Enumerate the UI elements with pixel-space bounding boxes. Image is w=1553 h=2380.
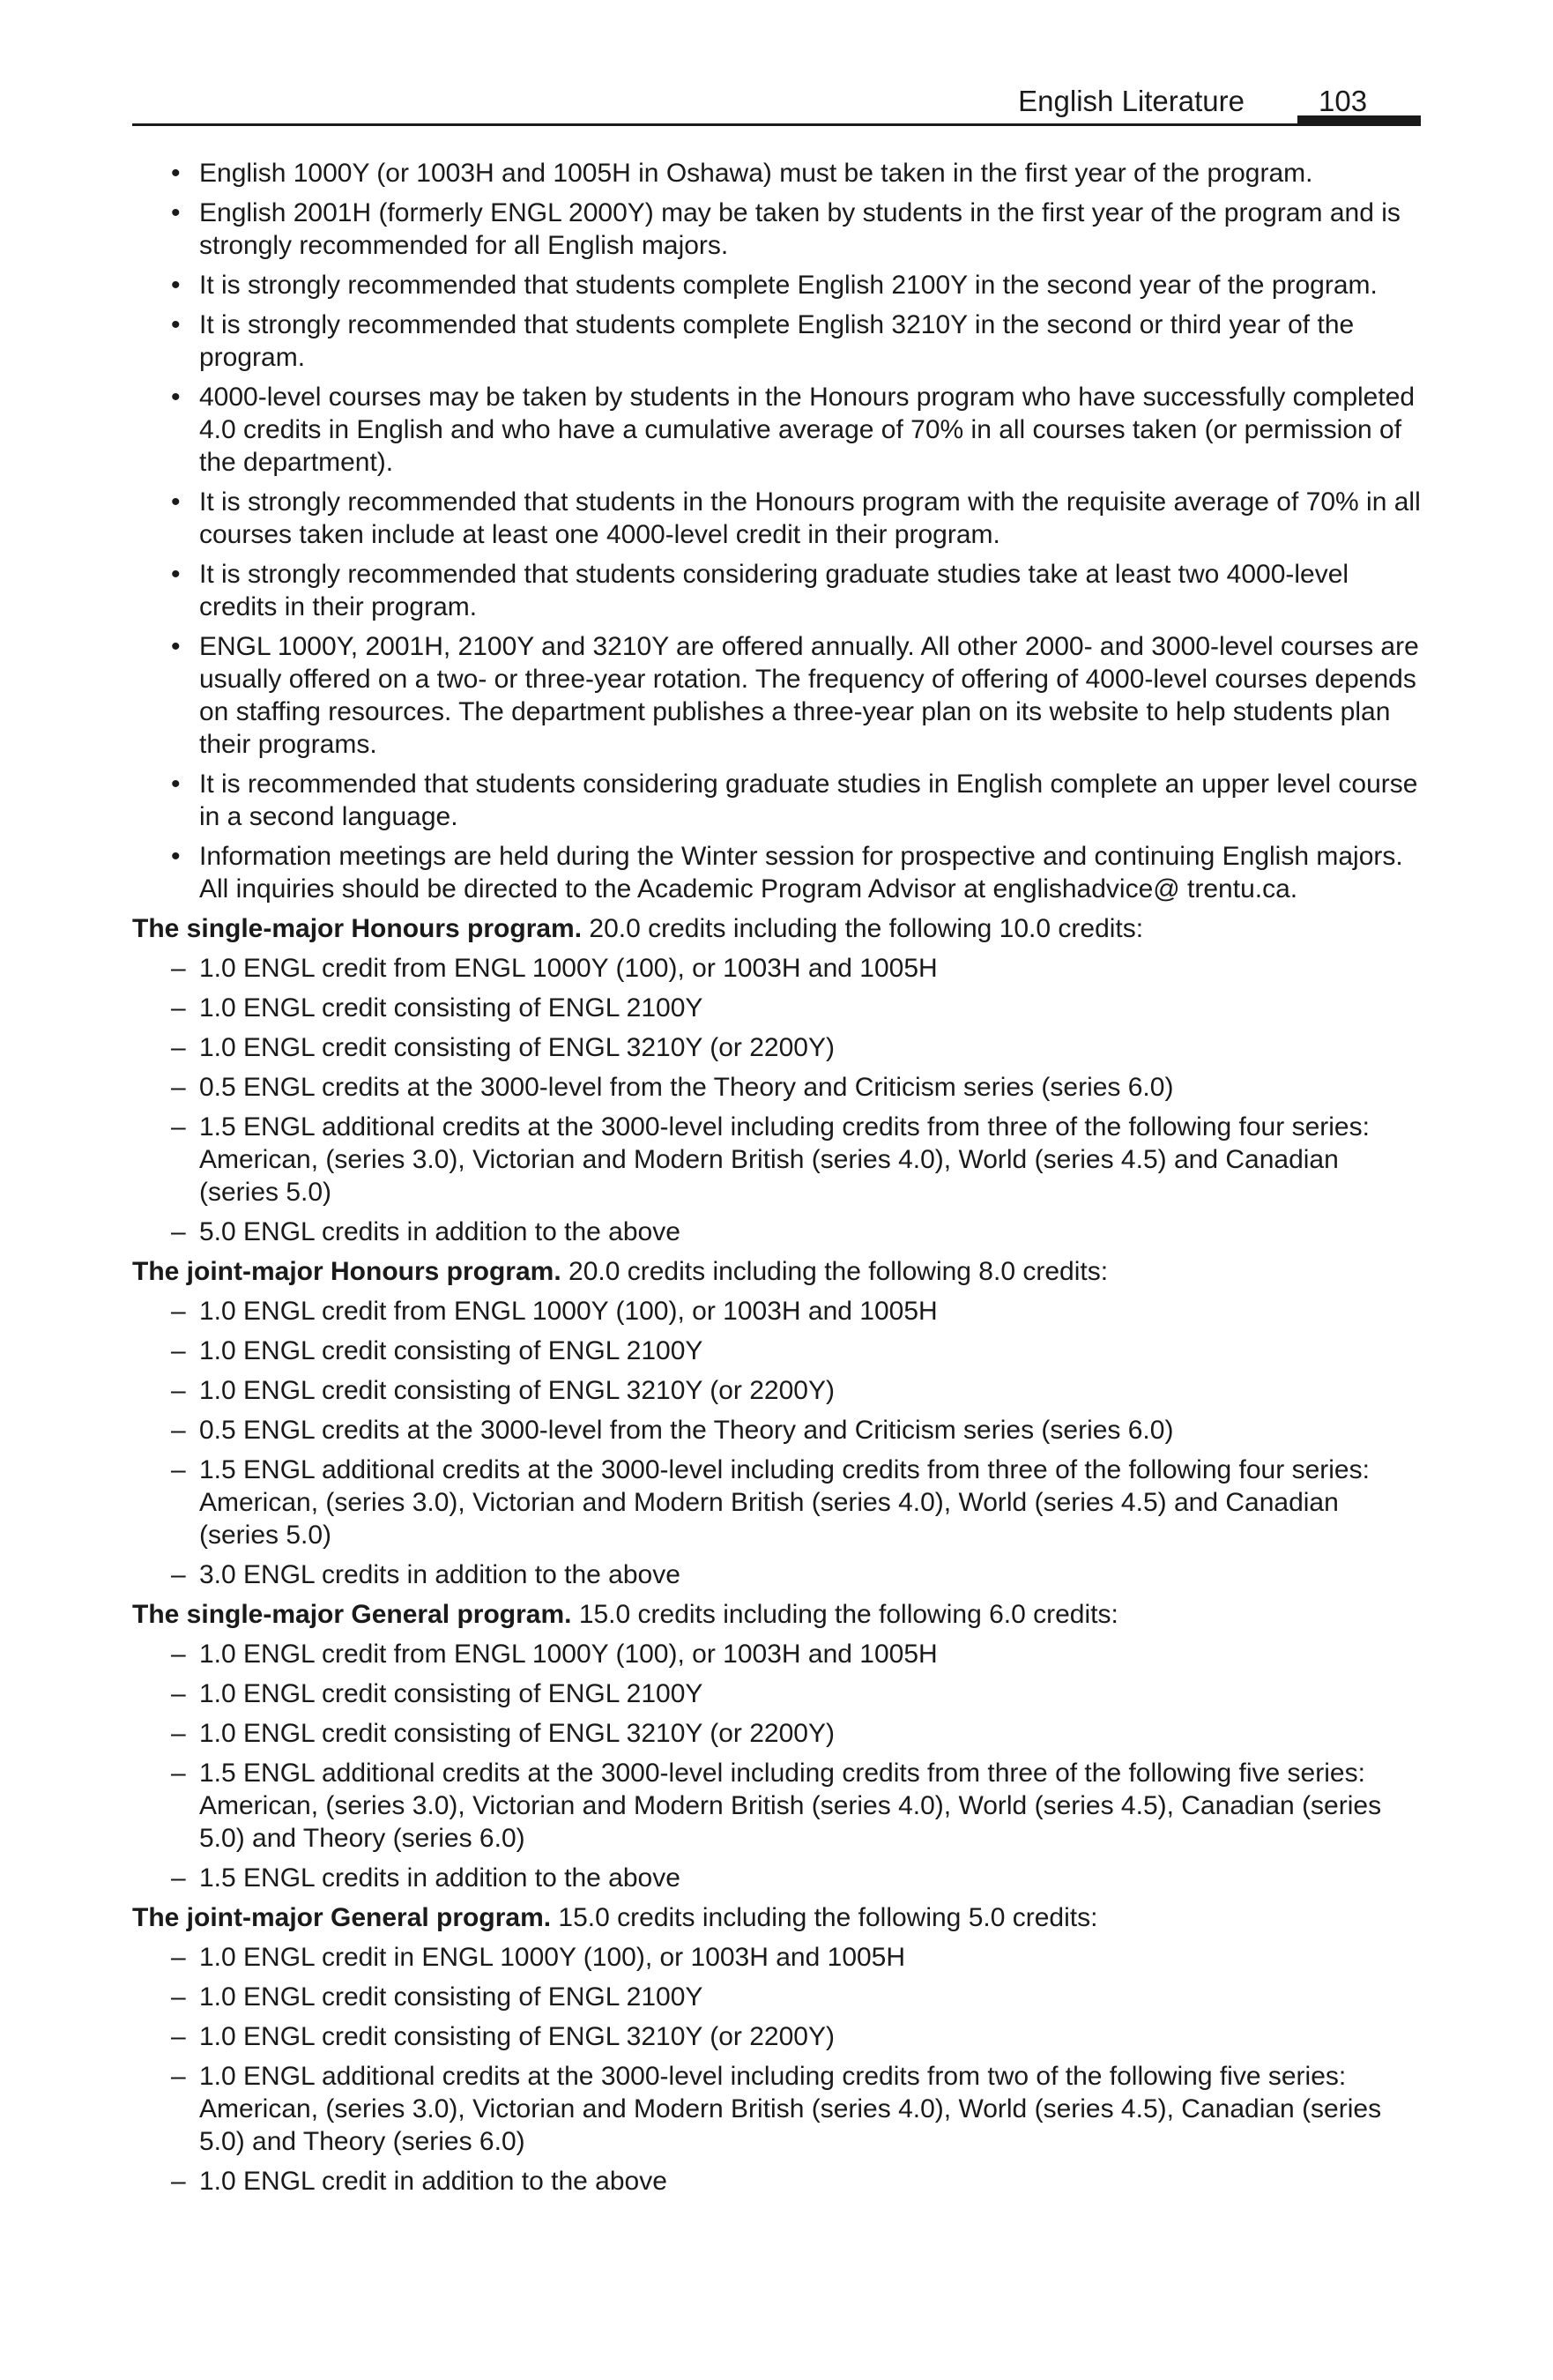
note-item: • It is recommended that students considering graduate studies in English complete an upper level course in a second language. (132, 768, 1421, 833)
note-item: • It is strongly recommended that students considering graduate studies take at least two 4000-level credits in their program. (132, 558, 1421, 623)
requirement-item: – 1.5 ENGL credits in addition to the above (132, 1862, 1421, 1894)
note-item: • ENGL 1000Y, 2001H, 2100Y and 3210Y are offered annually. All other 2000- and 3000-level courses are usually offered on a two- or three-year rotation. The frequency of offering of 4000-level courses depends on staffing resources. The department publishes a three-year plan on its website to help students plan their programs. (132, 630, 1421, 761)
requirements-list (132, 1941, 1421, 2198)
program-name: The single-major Honours program. (132, 914, 583, 943)
requirement-item: – 3.0 ENGL credits in addition to the above (132, 1558, 1421, 1591)
program-heading (132, 912, 1421, 945)
requirement-item: – 1.5 ENGL additional credits at the 3000-level including credits from three of the following four series: American, (series 3.0), Victorian and Modern British (series 4.0), World (series 4.5) and Canadian (series 5.0) (132, 1454, 1421, 1551)
program-summary: 20.0 credits including the following 8.0 credits: (568, 1257, 1109, 1286)
page-number-box (1297, 81, 1421, 123)
program-joint-major-general (132, 1901, 1421, 2198)
requirement-item: – 1.0 ENGL credit consisting of ENGL 2100Y (132, 1677, 1421, 1710)
requirement-item: – 1.0 ENGL additional credits at the 3000-level including credits from two of the following five series: American, (series 3.0), Victorian and Modern British (series 4.0), World (series 4.5), Canadian (series 5.0) and Theory (series 6.0) (132, 2060, 1421, 2158)
requirement-item: – 0.5 ENGL credits at the 3000-level from the Theory and Criticism series (series 6.0) (132, 1071, 1421, 1104)
note-item: • It is strongly recommended that students complete English 3210Y in the second or third year of the program. (132, 309, 1421, 374)
requirement-item: – 1.0 ENGL credit in ENGL 1000Y (100), or 1003H and 1005H (132, 1941, 1421, 1974)
program-summary: 20.0 credits including the following 10.0 credits: (589, 914, 1144, 943)
requirement-item: – 1.0 ENGL credit consisting of ENGL 3210Y (or 2200Y) (132, 2020, 1421, 2053)
program-single-major-general (132, 1598, 1421, 1894)
note-item: • It is strongly recommended that students in the Honours program with the requisite average of 70% in all courses taken include at least one 4000-level credit in their program. (132, 486, 1421, 551)
program-heading (132, 1598, 1421, 1631)
requirement-item: – 5.0 ENGL credits in addition to the above (132, 1216, 1421, 1248)
requirement-item: – 1.0 ENGL credit in addition to the above (132, 2165, 1421, 2198)
requirement-item: – 1.0 ENGL credit from ENGL 1000Y (100), or 1003H and 1005H (132, 952, 1421, 985)
running-header (132, 81, 1421, 126)
program-joint-major-honours (132, 1255, 1421, 1591)
page-content (132, 157, 1421, 2205)
program-summary: 15.0 credits including the following 5.0 credits: (558, 1903, 1098, 1932)
section-title: English Literature (1018, 85, 1245, 117)
note-item: • English 2001H (formerly ENGL 2000Y) may be taken by students in the first year of the program and is strongly recommended for all English majors. (132, 197, 1421, 262)
requirements-list (132, 952, 1421, 1248)
program-name: The joint-major General program. (132, 1903, 552, 1932)
requirement-item: – 1.0 ENGL credit consisting of ENGL 3210Y (or 2200Y) (132, 1717, 1421, 1750)
requirement-item: – 1.0 ENGL credit consisting of ENGL 2100Y (132, 1335, 1421, 1367)
requirement-item: – 1.0 ENGL credit consisting of ENGL 3210Y (or 2200Y) (132, 1374, 1421, 1407)
document-page (132, 0, 1421, 2380)
requirement-item: – 1.0 ENGL credit consisting of ENGL 3210Y (or 2200Y) (132, 1031, 1421, 1064)
requirement-item: – 1.0 ENGL credit from ENGL 1000Y (100), or 1003H and 1005H (132, 1638, 1421, 1670)
note-item: • 4000-level courses may be taken by students in the Honours program who have successfully completed 4.0 credits in English and who have a cumulative average of 70% in all courses taken (or permission of the department). (132, 381, 1421, 479)
requirement-item: – 1.0 ENGL credit from ENGL 1000Y (100), or 1003H and 1005H (132, 1295, 1421, 1328)
program-name: The single-major General program. (132, 1600, 572, 1629)
note-item: • It is strongly recommended that students complete English 2100Y in the second year of the program. (132, 269, 1421, 301)
program-summary: 15.0 credits including the following 6.0 credits: (578, 1600, 1118, 1629)
program-name: The joint-major Honours program. (132, 1257, 561, 1286)
requirement-item: – 1.5 ENGL additional credits at the 3000-level including credits from three of the following four series: American, (series 3.0), Victorian and Modern British (series 4.0), World (series 4.5) and Canadian (series 5.0) (132, 1111, 1421, 1209)
requirement-item: – 1.0 ENGL credit consisting of ENGL 2100Y (132, 992, 1421, 1024)
program-single-major-honours (132, 912, 1421, 1248)
note-item: • English 1000Y (or 1003H and 1005H in Oshawa) must be taken in the first year of the program. (132, 157, 1421, 190)
requirement-item: – 0.5 ENGL credits at the 3000-level from the Theory and Criticism series (series 6.0) (132, 1414, 1421, 1447)
page-number: 103 (1319, 85, 1368, 117)
requirements-list (132, 1295, 1421, 1591)
requirement-item: – 1.5 ENGL additional credits at the 3000-level including credits from three of the following five series: American, (series 3.0), Victorian and Modern British (series 4.0), World (series 4.5), Canadian (series 5.0) and Theory (series 6.0) (132, 1757, 1421, 1855)
requirements-list (132, 1638, 1421, 1894)
program-heading (132, 1901, 1421, 1934)
program-heading (132, 1255, 1421, 1288)
note-item: • Information meetings are held during the Winter session for prospective and continuing English majors. All inquiries should be directed to the Academic Program Advisor at englishadvice@ trentu.ca. (132, 840, 1421, 905)
program-notes-list (132, 157, 1421, 905)
requirement-item: – 1.0 ENGL credit consisting of ENGL 2100Y (132, 1981, 1421, 2013)
